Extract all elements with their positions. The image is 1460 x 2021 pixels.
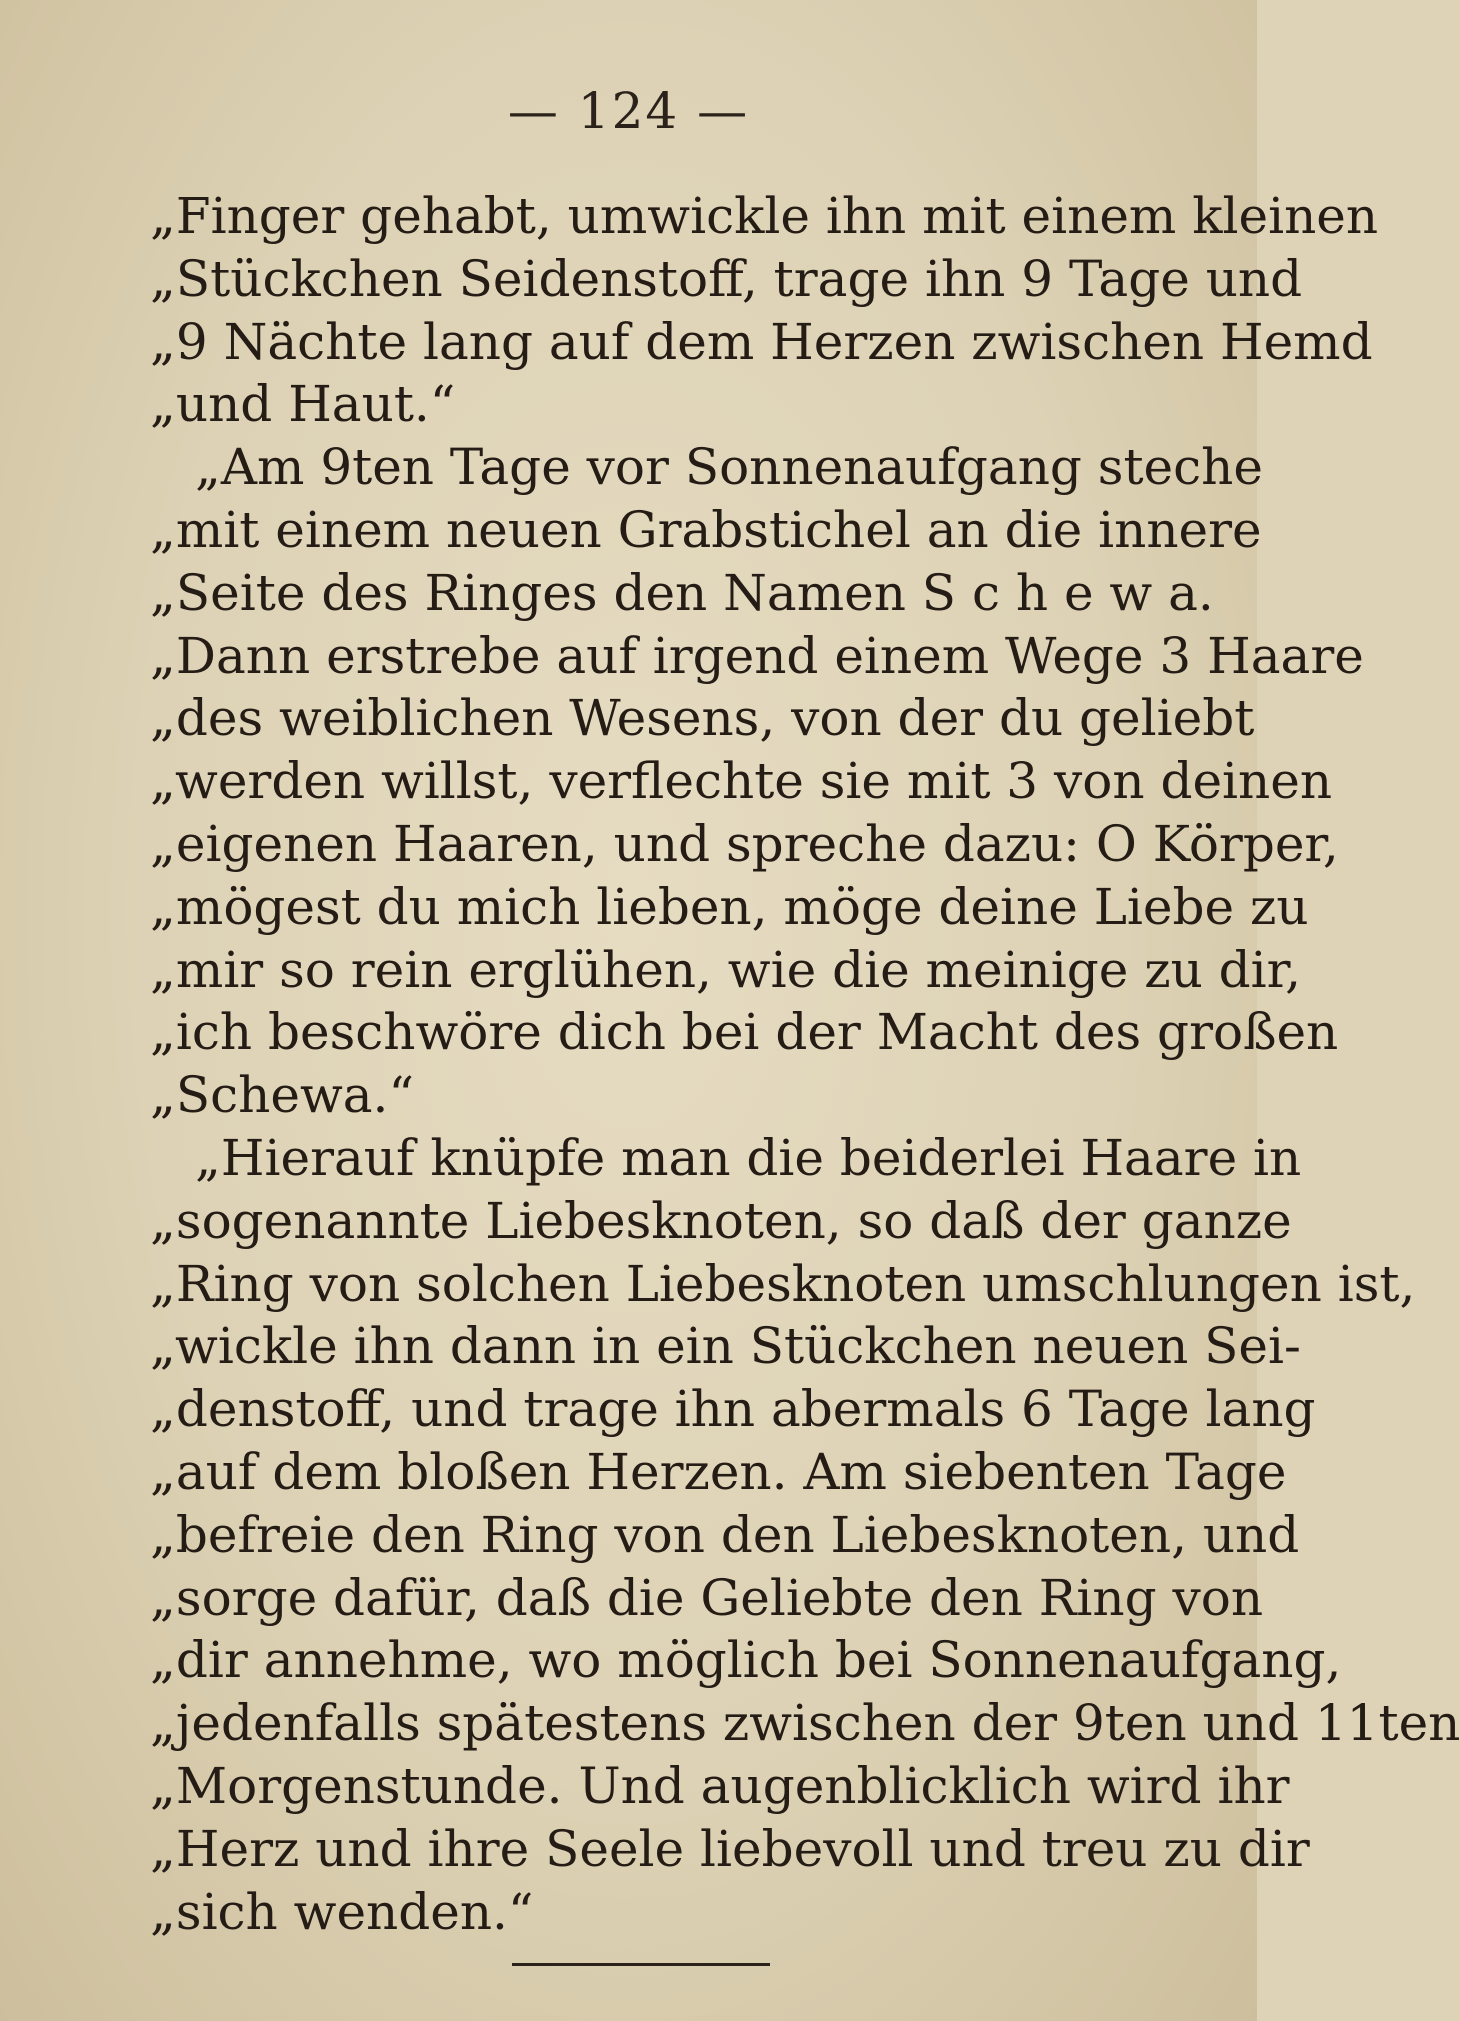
text-line: „und Haut.“ bbox=[150, 375, 456, 434]
text-line: „Morgenstunde. Und augenblicklich wird ihr bbox=[150, 1756, 1290, 1815]
text-line: „befreie den Ring von den Liebesknoten, und bbox=[150, 1505, 1300, 1564]
text-line: „sogenannte Liebesknoten, so daß der ganze bbox=[150, 1191, 1292, 1250]
text-line: „mir so rein erglühen, wie die meinige zu dir, bbox=[150, 940, 1301, 999]
end-rule-divider bbox=[512, 1963, 770, 1966]
text-line: „mit einem neuen Grabstichel an die innere bbox=[150, 500, 1262, 559]
text-line: „ich beschwöre dich bei der Macht des großen bbox=[150, 1003, 1339, 1062]
text-line: „Stückchen Seidenstoff, trage ihn 9 Tage und bbox=[150, 249, 1303, 308]
text-line: „sich wenden.“ bbox=[150, 1882, 534, 1941]
text-line: „dir annehme, wo möglich bei Sonnenaufgang, bbox=[150, 1631, 1342, 1690]
text-line: „werden willst, verflechte sie mit 3 von deinen bbox=[150, 752, 1333, 811]
text-line: „sorge dafür, daß die Geliebte den Ring von bbox=[150, 1568, 1264, 1627]
text-line: „mögest du mich lieben, möge deine Liebe zu bbox=[150, 877, 1309, 936]
text-line: „Herz und ihre Seele liebevoll und treu zu dir bbox=[150, 1819, 1310, 1878]
text-line: „Am 9ten Tage vor Sonnenaufgang steche bbox=[195, 438, 1263, 497]
text-line: „des weiblichen Wesens, von der du geliebt bbox=[150, 689, 1255, 748]
text-line: „Dann erstrebe auf irgend einem Wege 3 Haare bbox=[150, 626, 1364, 685]
text-line: „Finger gehabt, umwickle ihn mit einem kleinen bbox=[150, 187, 1379, 245]
text-line: „Ring von solchen Liebesknoten umschlungen ist, bbox=[150, 1254, 1416, 1313]
text-line: „Schewa.“ bbox=[150, 1066, 415, 1125]
text-line: „eigenen Haaren, und spreche dazu: O Körper, bbox=[150, 814, 1339, 873]
text-line: „9 Nächte lang auf dem Herzen zwischen Hemd bbox=[150, 312, 1373, 371]
body-text bbox=[150, 185, 1460, 1943]
text-line: „auf dem bloßen Herzen. Am siebenten Tage bbox=[150, 1442, 1287, 1501]
text-line: „jedenfalls spätestens zwischen der 9ten und 11ten bbox=[150, 1694, 1460, 1753]
text-line: „wickle ihn dann in ein Stückchen neuen Sei- bbox=[150, 1317, 1301, 1376]
page-number: — 124 — bbox=[507, 82, 750, 140]
text-line: „Hierauf knüpfe man die beiderlei Haare in bbox=[195, 1128, 1302, 1187]
text-line: „denstoff, und trage ihn abermals 6 Tage lang bbox=[150, 1380, 1316, 1439]
text-line: „Seite des Ringes den Namen S c h e w a. bbox=[150, 563, 1214, 622]
